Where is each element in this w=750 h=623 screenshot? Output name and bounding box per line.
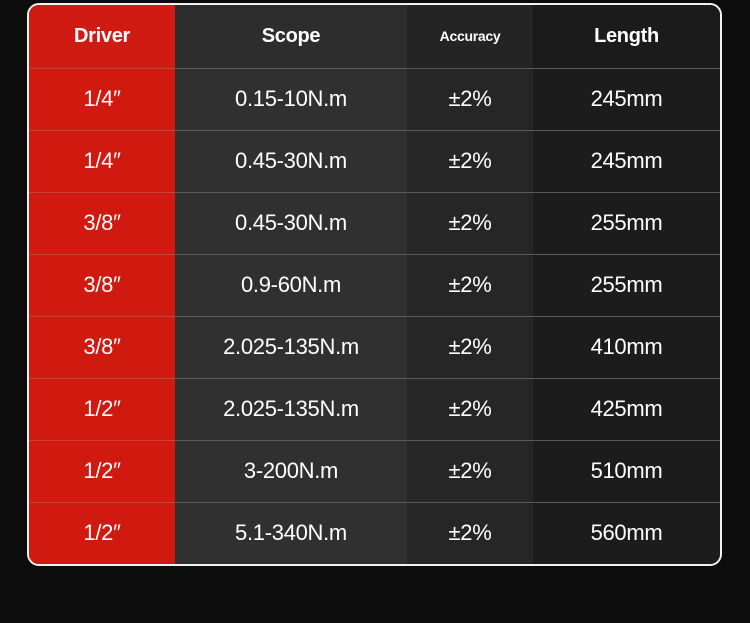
cell-accuracy: ±2% xyxy=(407,68,533,130)
table-row xyxy=(29,502,720,564)
cell-driver: 3/8″ xyxy=(29,316,175,378)
header-length: Length xyxy=(533,5,720,68)
header-driver: Driver xyxy=(29,5,175,68)
cell-length: 425mm xyxy=(533,378,720,440)
cell-driver: 1/2″ xyxy=(29,378,175,440)
cell-length: 510mm xyxy=(533,440,720,502)
cell-scope: 2.025-135N.m xyxy=(175,316,407,378)
cell-length: 245mm xyxy=(533,130,720,192)
table-row xyxy=(29,316,720,378)
cell-accuracy: ±2% xyxy=(407,192,533,254)
cell-accuracy: ±2% xyxy=(407,316,533,378)
cell-scope: 2.025-135N.m xyxy=(175,378,407,440)
cell-driver: 3/8″ xyxy=(29,254,175,316)
table-row xyxy=(29,192,720,254)
header-scope: Scope xyxy=(175,5,407,68)
table-row xyxy=(29,378,720,440)
cell-driver: 3/8″ xyxy=(29,192,175,254)
cell-driver: 1/2″ xyxy=(29,440,175,502)
cell-length: 560mm xyxy=(533,502,720,564)
header-accuracy: Accuracy xyxy=(407,5,533,68)
table-row xyxy=(29,440,720,502)
cell-length: 255mm xyxy=(533,192,720,254)
table-row xyxy=(29,130,720,192)
cell-length: 410mm xyxy=(533,316,720,378)
cell-accuracy: ±2% xyxy=(407,502,533,564)
cell-length: 255mm xyxy=(533,254,720,316)
cell-scope: 0.15-10N.m xyxy=(175,68,407,130)
cell-driver: 1/2″ xyxy=(29,502,175,564)
spec-table xyxy=(29,5,720,564)
table-row xyxy=(29,254,720,316)
cell-scope: 0.9-60N.m xyxy=(175,254,407,316)
cell-driver: 1/4″ xyxy=(29,130,175,192)
cell-accuracy: ±2% xyxy=(407,130,533,192)
header-row xyxy=(29,5,720,68)
spec-table-frame xyxy=(27,3,722,566)
cell-accuracy: ±2% xyxy=(407,440,533,502)
cell-driver: 1/4″ xyxy=(29,68,175,130)
cell-scope: 0.45-30N.m xyxy=(175,130,407,192)
cell-accuracy: ±2% xyxy=(407,378,533,440)
table-row xyxy=(29,68,720,130)
cell-length: 245mm xyxy=(533,68,720,130)
cell-accuracy: ±2% xyxy=(407,254,533,316)
cell-scope: 5.1-340N.m xyxy=(175,502,407,564)
cell-scope: 3-200N.m xyxy=(175,440,407,502)
cell-scope: 0.45-30N.m xyxy=(175,192,407,254)
